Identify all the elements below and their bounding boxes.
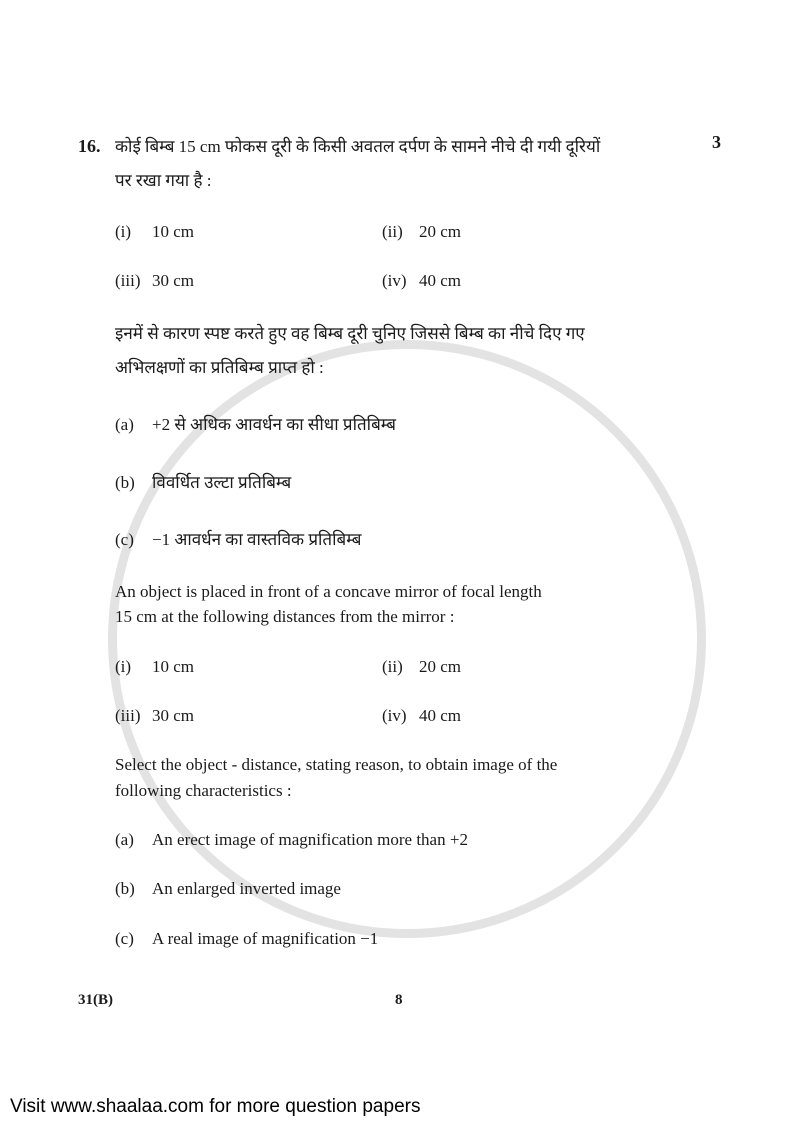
- option-label: (i): [115, 657, 132, 676]
- part-text: +2 से अधिक आवर्धन का सीधा प्रतिबिम्ब: [152, 415, 397, 434]
- english-instruction: following characteristics :: [115, 781, 292, 800]
- part-text: An enlarged inverted image: [152, 879, 341, 898]
- option-label: (ii): [382, 222, 403, 241]
- part-label: (b): [115, 473, 135, 492]
- hindi-intro: पर रखा गया है :: [115, 171, 212, 190]
- part-label: (a): [115, 830, 134, 849]
- option-label: (iii): [115, 706, 141, 725]
- english-options-row: [115, 703, 690, 728]
- marks: 3: [712, 132, 721, 152]
- option-value: 30 cm: [152, 271, 195, 290]
- option-label: (iv): [382, 271, 407, 290]
- part-label: (c): [115, 530, 134, 549]
- page-footer: [0, 988, 800, 1013]
- part-text: An erect image of magnification more than +2: [152, 830, 468, 849]
- hindi-instruction: इनमें से कारण स्पष्ट करते हुए वह बिम्ब दूरी चुनिए जिससे बिम्ब का नीचे दिए गए: [115, 324, 585, 343]
- option-label: (iv): [382, 706, 407, 725]
- english-part: [115, 926, 690, 951]
- part-label: (b): [115, 879, 135, 898]
- option-value: 20 cm: [419, 222, 462, 241]
- hindi-part: [115, 412, 690, 437]
- part-text: विवर्धित उल्टा प्रतिबिम्ब: [152, 473, 292, 492]
- part-text: A real image of magnification −1: [152, 929, 379, 948]
- hindi-intro: कोई बिम्ब 15 cm फोकस दूरी के किसी अवतल दर्पण के सामने नीचे दी गयी दूरियों: [115, 137, 601, 156]
- hindi-part: [115, 470, 690, 495]
- page-number: 8: [395, 992, 403, 1008]
- promo-link[interactable]: Visit www.shaalaa.com for more question papers: [10, 1096, 421, 1117]
- paper-code: 31(B): [78, 992, 113, 1008]
- option-value: 10 cm: [152, 222, 195, 241]
- english-instruction: Select the object - distance, stating reason, to obtain image of the: [115, 755, 558, 774]
- english-intro: An object is placed in front of a concave mirror of focal length: [115, 582, 542, 601]
- part-label: (c): [115, 929, 134, 948]
- hindi-options-row: [115, 219, 690, 244]
- english-part: [115, 827, 690, 852]
- option-label: (i): [115, 222, 132, 241]
- option-value: 10 cm: [152, 657, 195, 676]
- english-part: [115, 876, 690, 901]
- option-label: (iii): [115, 271, 141, 290]
- english-options-row: [115, 654, 690, 679]
- part-text: −1 आवर्धन का वास्तविक प्रतिबिम्ब: [152, 530, 362, 549]
- option-value: 30 cm: [152, 706, 195, 725]
- option-value: 40 cm: [419, 706, 462, 725]
- option-value: 40 cm: [419, 271, 462, 290]
- hindi-instruction: अभिलक्षणों का प्रतिबिम्ब प्राप्त हो :: [115, 358, 324, 377]
- hindi-part: [115, 527, 690, 552]
- option-label: (ii): [382, 657, 403, 676]
- option-value: 20 cm: [419, 657, 462, 676]
- hindi-options-row: [115, 268, 690, 293]
- part-label: (a): [115, 415, 134, 434]
- english-intro: 15 cm at the following distances from the mirror :: [115, 607, 455, 626]
- question-number: 16.: [78, 136, 101, 156]
- question-16: [0, 132, 721, 951]
